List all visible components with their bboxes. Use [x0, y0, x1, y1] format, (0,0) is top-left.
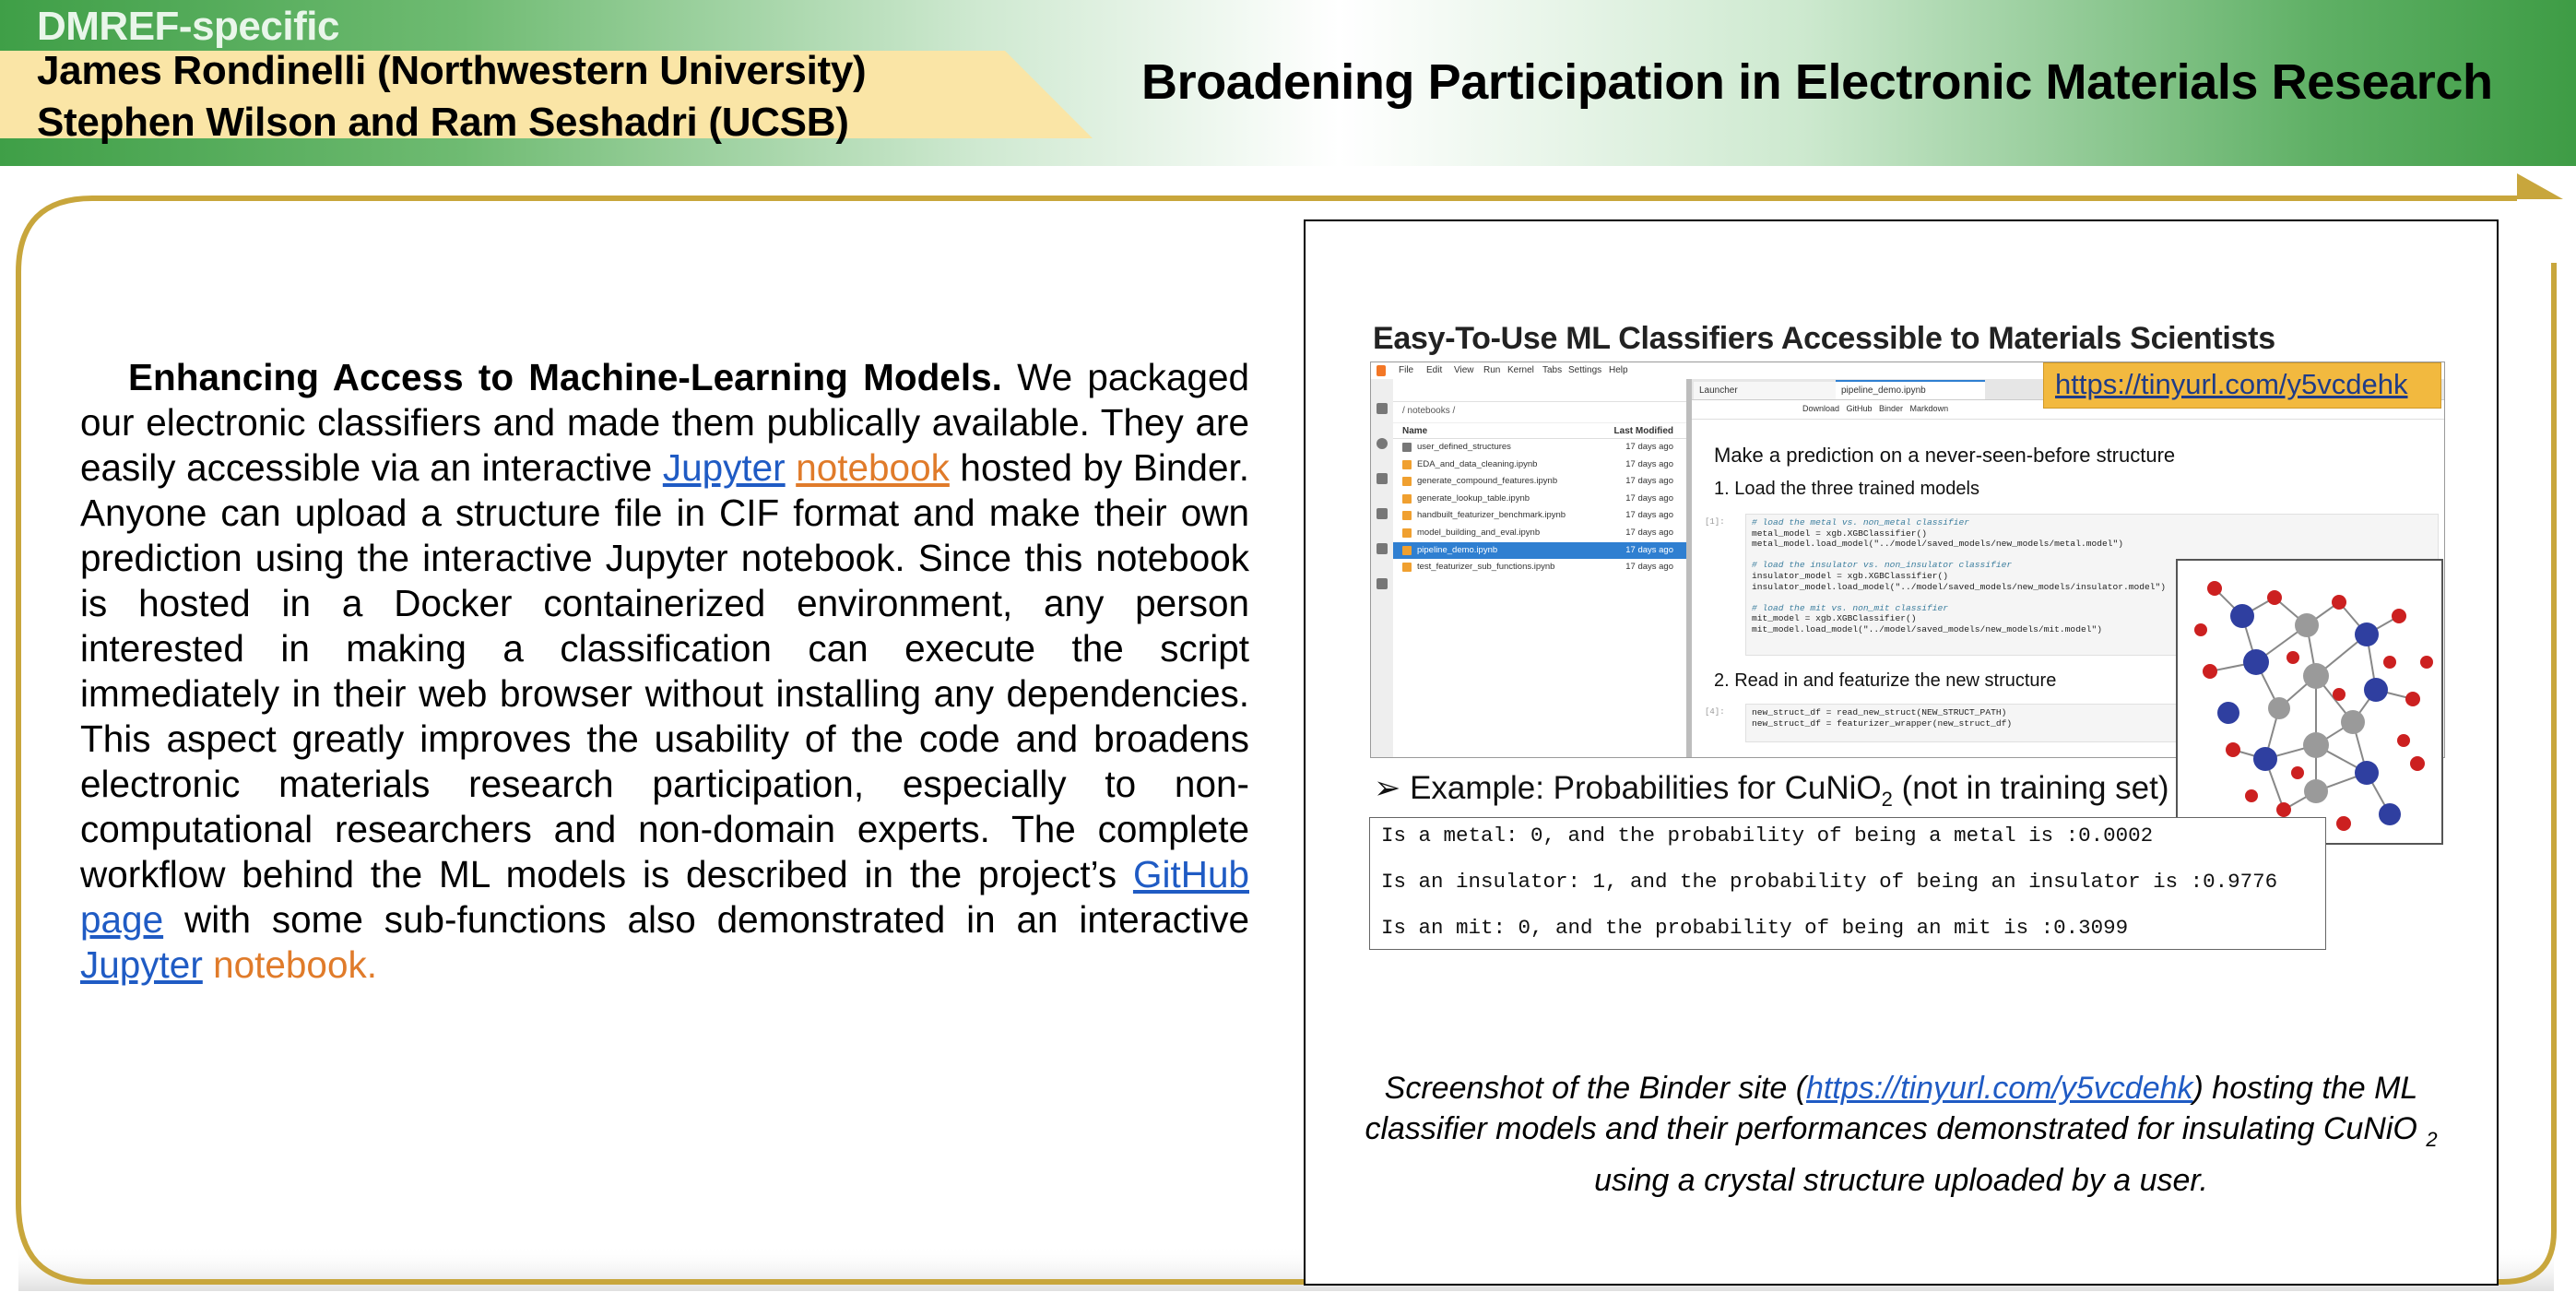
caption-subscript: 2 [2426, 1127, 2438, 1151]
file-row-selected[interactable] [1393, 542, 1686, 560]
program-tag: DMREF-specific [37, 4, 339, 49]
notebook-icon [1402, 477, 1412, 486]
file-column-header [1393, 423, 1686, 439]
tab-pipeline-demo[interactable]: pipeline_demo.ipynb [1836, 380, 1985, 399]
running-icon[interactable] [1377, 438, 1388, 449]
col-modified[interactable]: Last Modified [1613, 426, 1673, 436]
file-modified: 17 days ago [1625, 492, 1673, 504]
code-line: new_struct_df = read_new_struct(NEW_STRUCT_PATH) [1752, 707, 2007, 717]
file-name: pipeline_demo.ipynb [1417, 544, 1498, 555]
body-text-1: We packaged our electronic classifiers and made them publically available. They are easily accessible via an interactive [80, 356, 1249, 489]
file-modified: 17 days ago [1625, 562, 1673, 573]
output-line-insulator: Is an insulator: 1, and the probability of being an insulator is :0.9776 [1381, 870, 2278, 894]
figure-caption [1339, 1068, 2464, 1201]
tabs-icon[interactable] [1377, 543, 1388, 554]
notebook-link-1[interactable]: notebook [796, 446, 950, 489]
menu-tabs[interactable]: Tabs [1542, 365, 1563, 375]
commands-icon[interactable] [1377, 473, 1388, 484]
file-name: user_defined_structures [1417, 442, 1511, 452]
file-row[interactable] [1393, 559, 1686, 576]
caption-text-3: using a crystal structure uploaded by a user. [1594, 1162, 2208, 1198]
file-modified: 17 days ago [1625, 527, 1673, 538]
file-row[interactable] [1393, 507, 1686, 525]
code-line: metal_model = xgb.XGBClassifier() [1752, 528, 1927, 539]
file-row[interactable] [1393, 473, 1686, 491]
file-name: test_featurizer_sub_functions.ipynb [1417, 562, 1555, 573]
file-name: generate_lookup_table.ipynb [1417, 492, 1530, 504]
menu-kernel[interactable]: Kernel [1507, 365, 1534, 375]
crystal-structure-drawing [2178, 561, 2441, 843]
output-line-mit: Is an mit: 0, and the probability of being an mit is :0.3099 [1381, 916, 2129, 940]
file-modified: 17 days ago [1625, 458, 1673, 469]
notebook-link-2[interactable]: notebook. [213, 943, 377, 986]
url-badge-link[interactable]: https://tinyurl.com/y5vcdehk [2055, 368, 2408, 400]
jupyter-link-2[interactable]: Jupyter [80, 943, 203, 986]
file-name: EDA_and_data_cleaning.ipynb [1417, 458, 1538, 469]
page-title: Broadening Participation in Electronic Materials Research [1141, 54, 2493, 110]
file-row[interactable] [1393, 525, 1686, 542]
file-row[interactable] [1393, 491, 1686, 508]
notebook-heading: Make a prediction on a never-seen-before structure [1714, 444, 2176, 467]
file-row[interactable] [1393, 456, 1686, 474]
file-row[interactable] [1393, 439, 1686, 456]
cell-prompt-1: [1]: [1705, 517, 1725, 527]
output-line-metal: Is a metal: 0, and the probability of being a metal is :0.0002 [1381, 824, 2154, 848]
menu-run[interactable]: Run [1483, 365, 1501, 375]
col-name[interactable]: Name [1402, 426, 1428, 436]
code-comment: # load the metal vs. non_metal classifier [1752, 517, 1970, 528]
crystal-structure-image [2176, 559, 2443, 845]
notebook-toolbar-labels[interactable]: Download GitHub Binder Markdown [1802, 404, 1949, 413]
notebook-icon [1402, 511, 1412, 520]
file-browser-toolbar [1393, 379, 1686, 402]
menu-edit[interactable]: Edit [1426, 365, 1443, 375]
code-line: insulator_model.load_model("../model/saved_models/new_models/insulator.model") [1752, 581, 2167, 592]
code-line: mit_model.load_model("../model/saved_models/new_models/mit.model") [1752, 623, 2102, 634]
tab-launcher[interactable]: Launcher [1694, 382, 1843, 399]
notebook-step-2: 2. Read in and featurize the new structure [1714, 670, 2057, 691]
body-text-2: hosted by Binder. Anyone can upload a structure file in CIF format and make their own prediction using the interactive Jupyter notebook. Since this notebook is hosted in a Docker containerized environment, any person interested in making a classification can execute the script immediately in their web browser without installing any dependencies. This aspect greatly improves the usability of the code and broadens electronic materials research participation, especially to non-computational researchers and non-domain experts. The complete workflow behind the ML models is described in the project’s [80, 446, 1249, 895]
code-line: metal_model.load_model("../model/saved_models/new_models/metal.model") [1752, 539, 2124, 550]
notebook-step-1: 1. Load the three trained models [1714, 479, 1979, 499]
notebook-icon [1402, 563, 1412, 572]
example-text: Example: Probabilities for CuNiO [1410, 770, 1882, 806]
notebook-icon [1402, 460, 1412, 469]
file-modified: 17 days ago [1625, 544, 1673, 555]
figure-title: Easy-To-Use ML Classifiers Accessible to Materials Scientists [1373, 321, 2275, 356]
folder-icon [1402, 443, 1412, 452]
file-modified: 17 days ago [1625, 442, 1673, 452]
jupyter-logo-icon [1377, 365, 1386, 376]
caption-text-2: ) hosting the ML classifier models and their performances demonstrated for insulating CuNiO [1365, 1071, 2418, 1146]
cell-prompt-2: [4]: [1705, 707, 1725, 717]
authors-line-1: James Rondinelli (Northwestern University) [37, 48, 867, 93]
jupyter-link-1[interactable]: Jupyter [662, 446, 786, 489]
notebook-icon [1402, 546, 1412, 555]
folder-icon[interactable] [1377, 403, 1388, 414]
file-modified: 17 days ago [1625, 476, 1673, 487]
menu-help[interactable]: Help [1609, 365, 1628, 375]
file-name: model_building_and_eval.ipynb [1417, 527, 1541, 538]
code-comment: # load the insulator vs. non_insulator classifier [1752, 560, 2013, 571]
code-line: new_struct_df = featurizer_wrapper(new_struct_df) [1752, 717, 2013, 729]
caption-link[interactable]: https://tinyurl.com/y5vcdehk [1806, 1071, 2193, 1106]
code-line: insulator_model = xgb.XGBClassifier() [1752, 570, 1949, 581]
body-text-3: with some sub-functions also demonstrated in an interactive [163, 898, 1249, 941]
property-inspector-icon[interactable] [1377, 508, 1388, 519]
caption-text-1: Screenshot of the Binder site ( [1384, 1071, 1807, 1106]
file-modified: 17 days ago [1625, 510, 1673, 521]
file-browser [1393, 379, 1692, 757]
body-paragraph [80, 355, 1249, 988]
example-label [1374, 770, 2169, 812]
authors-line-2: Stephen Wilson and Ram Seshadri (UCSB) [37, 100, 849, 145]
example-subscript: 2 [1881, 788, 1893, 811]
notebook-icon [1402, 528, 1412, 538]
file-name: handbuilt_featurizer_benchmark.ipynb [1417, 510, 1566, 521]
menu-settings[interactable]: Settings [1568, 365, 1602, 375]
jupyter-activity-bar [1371, 379, 1394, 757]
notebook-icon [1402, 494, 1412, 504]
code-comment: # load the mit vs. non_mit classifier [1752, 602, 1949, 613]
arrow-bullet-icon: ➢ [1374, 770, 1411, 806]
extension-icon[interactable] [1377, 578, 1388, 589]
menu-file[interactable]: File [1399, 365, 1414, 375]
github-page-link[interactable]: GitHub page [80, 853, 1249, 941]
url-badge[interactable] [2043, 362, 2441, 409]
code-line: mit_model = xgb.XGBClassifier() [1752, 613, 1917, 624]
example-tail: (not in training set) [1892, 770, 2169, 806]
file-name: generate_compound_features.ipynb [1417, 476, 1558, 487]
prediction-output-box [1369, 817, 2326, 950]
frame-arrow [2517, 173, 2563, 199]
menu-view[interactable]: View [1454, 365, 1474, 375]
file-breadcrumb[interactable]: / notebooks / [1393, 402, 1686, 423]
lead-heading: Enhancing Access to Machine-Learning Models. [128, 356, 1002, 398]
